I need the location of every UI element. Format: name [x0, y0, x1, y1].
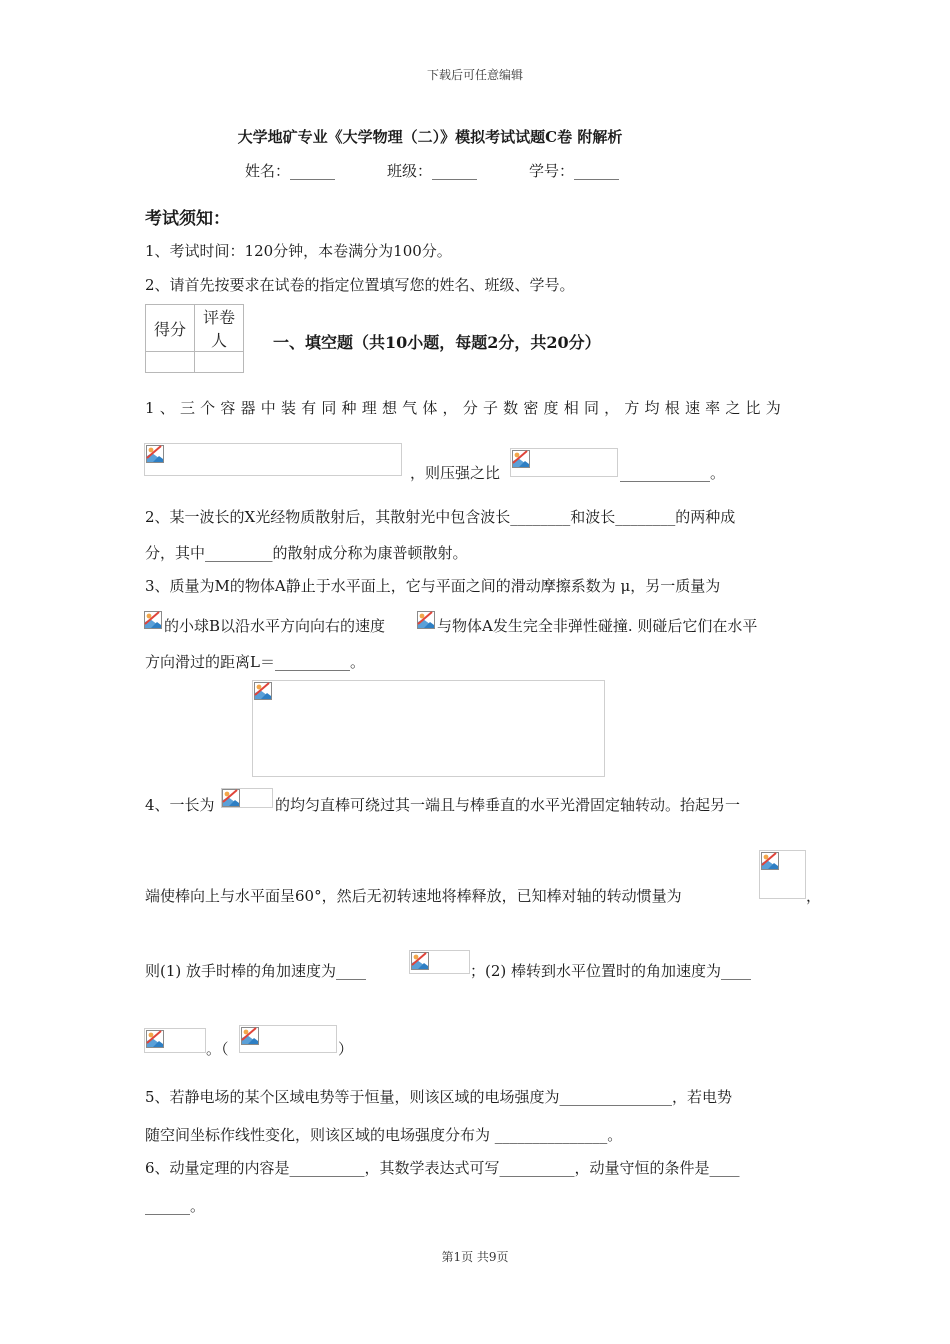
score-table — [145, 304, 244, 373]
question-3-line-1: 3、质量为M的物体A静止于水平面上，它与平面之间的滑动摩擦系数为 μ，另一质量为 — [145, 577, 721, 595]
class-field — [387, 160, 477, 181]
notice-item: 1、考试时间：120分钟，本卷满分为100分。 — [145, 242, 452, 260]
score-cell — [146, 352, 195, 373]
formula-image — [239, 1025, 337, 1053]
question-2-line-2: 分，其中_________的散射成分称为康普顿散射。 — [145, 544, 468, 562]
exam-title: 大学地矿专业《大学物理（二）》模拟考试试题C卷 附解析 — [237, 128, 623, 146]
notice-heading: 考试须知： — [145, 209, 230, 229]
broken-image-icon — [146, 445, 164, 463]
id-blank: ______ — [574, 162, 620, 180]
question-4-text: 4、一长为 — [145, 796, 215, 814]
question-4-text: ） — [338, 1040, 354, 1058]
formula-image — [144, 611, 164, 631]
header-note: 下载后可任意编辑 — [426, 68, 523, 82]
formula-image — [252, 680, 605, 777]
question-2-line-1: 2、某一波长的X光经物质散射后，其散射光中包含波长________和波长________的两种成 — [145, 508, 736, 526]
broken-image-icon — [222, 789, 240, 807]
formula-image — [144, 443, 402, 476]
question-5-line-2: 随空间坐标作线性变化，则该区域的电场强度分布为 _______________。 — [145, 1126, 623, 1144]
question-6-line-2: ______。 — [145, 1197, 206, 1215]
broken-image-icon — [411, 952, 429, 970]
name-blank: ______ — [290, 162, 336, 180]
question-1-blank: ____________。 — [620, 464, 726, 482]
broken-image-icon — [512, 450, 530, 468]
broken-image-icon — [254, 682, 272, 700]
formula-image — [759, 850, 806, 899]
formula-image — [144, 1028, 206, 1053]
formula-image — [221, 788, 273, 808]
grader-cell — [195, 352, 244, 373]
name-label: 姓名： — [245, 162, 291, 180]
formula-image — [417, 611, 437, 631]
question-4-comma: ， — [806, 887, 822, 905]
name-field — [245, 160, 335, 181]
formula-image — [510, 448, 618, 477]
broken-image-icon — [761, 852, 779, 870]
question-1-line-1: 1、三个容器中装有同种理想气体，分子数密度相同，方均根速率之比为 — [145, 399, 786, 417]
student-id-field — [529, 160, 619, 181]
grader-header: 评卷人 — [195, 305, 244, 352]
question-3-text: 的小球B以沿水平方向向右的速度 — [164, 617, 386, 635]
question-1-text: ，则压强之比 — [410, 464, 501, 482]
question-4-line-2: 端使棒向上与水平面呈60°，然后无初转速地将棒释放，已知棒对轴的转动惯量为 — [145, 887, 682, 905]
question-4-line-3: 则(1) 放手时棒的角加速度为____ — [145, 962, 367, 980]
broken-image-icon — [417, 611, 435, 629]
score-header: 得分 — [146, 305, 195, 352]
page-number: 第1页 共9页 — [441, 1250, 509, 1264]
formula-image — [409, 950, 470, 974]
question-6-line-1: 6、动量定理的内容是__________，其数学表达式可写__________，动量守恒的条件是____ — [145, 1159, 740, 1177]
question-4-text: 。（ — [206, 1040, 229, 1058]
class-blank: ______ — [432, 162, 478, 180]
question-3-text: 与物体A发生完全非弹性碰撞. 则碰后它们在水平 — [437, 617, 758, 635]
question-4-text: 的均匀直棒可绕过其一端且与棒垂直的水平光滑固定轴转动。抬起另一 — [275, 796, 741, 814]
question-4-line-3: ；(2) 棒转到水平位置时的角加速度为____ — [470, 962, 752, 980]
broken-image-icon — [241, 1027, 259, 1045]
broken-image-icon — [144, 611, 162, 629]
question-5-line-1: 5、若静电场的某个区域电势等于恒量，则该区域的电场强度为_______________，若电势 — [145, 1088, 733, 1106]
class-label: 班级： — [387, 162, 433, 180]
notice-item: 2、请首先按要求在试卷的指定位置填写您的姓名、班级、学号。 — [145, 276, 575, 294]
section-heading: 一、填空题（共10小题，每题2分，共20分） — [273, 333, 601, 352]
id-label: 学号： — [529, 162, 575, 180]
broken-image-icon — [146, 1030, 164, 1048]
question-3-line-3: 方向滑过的距离L＝__________。 — [145, 653, 365, 671]
